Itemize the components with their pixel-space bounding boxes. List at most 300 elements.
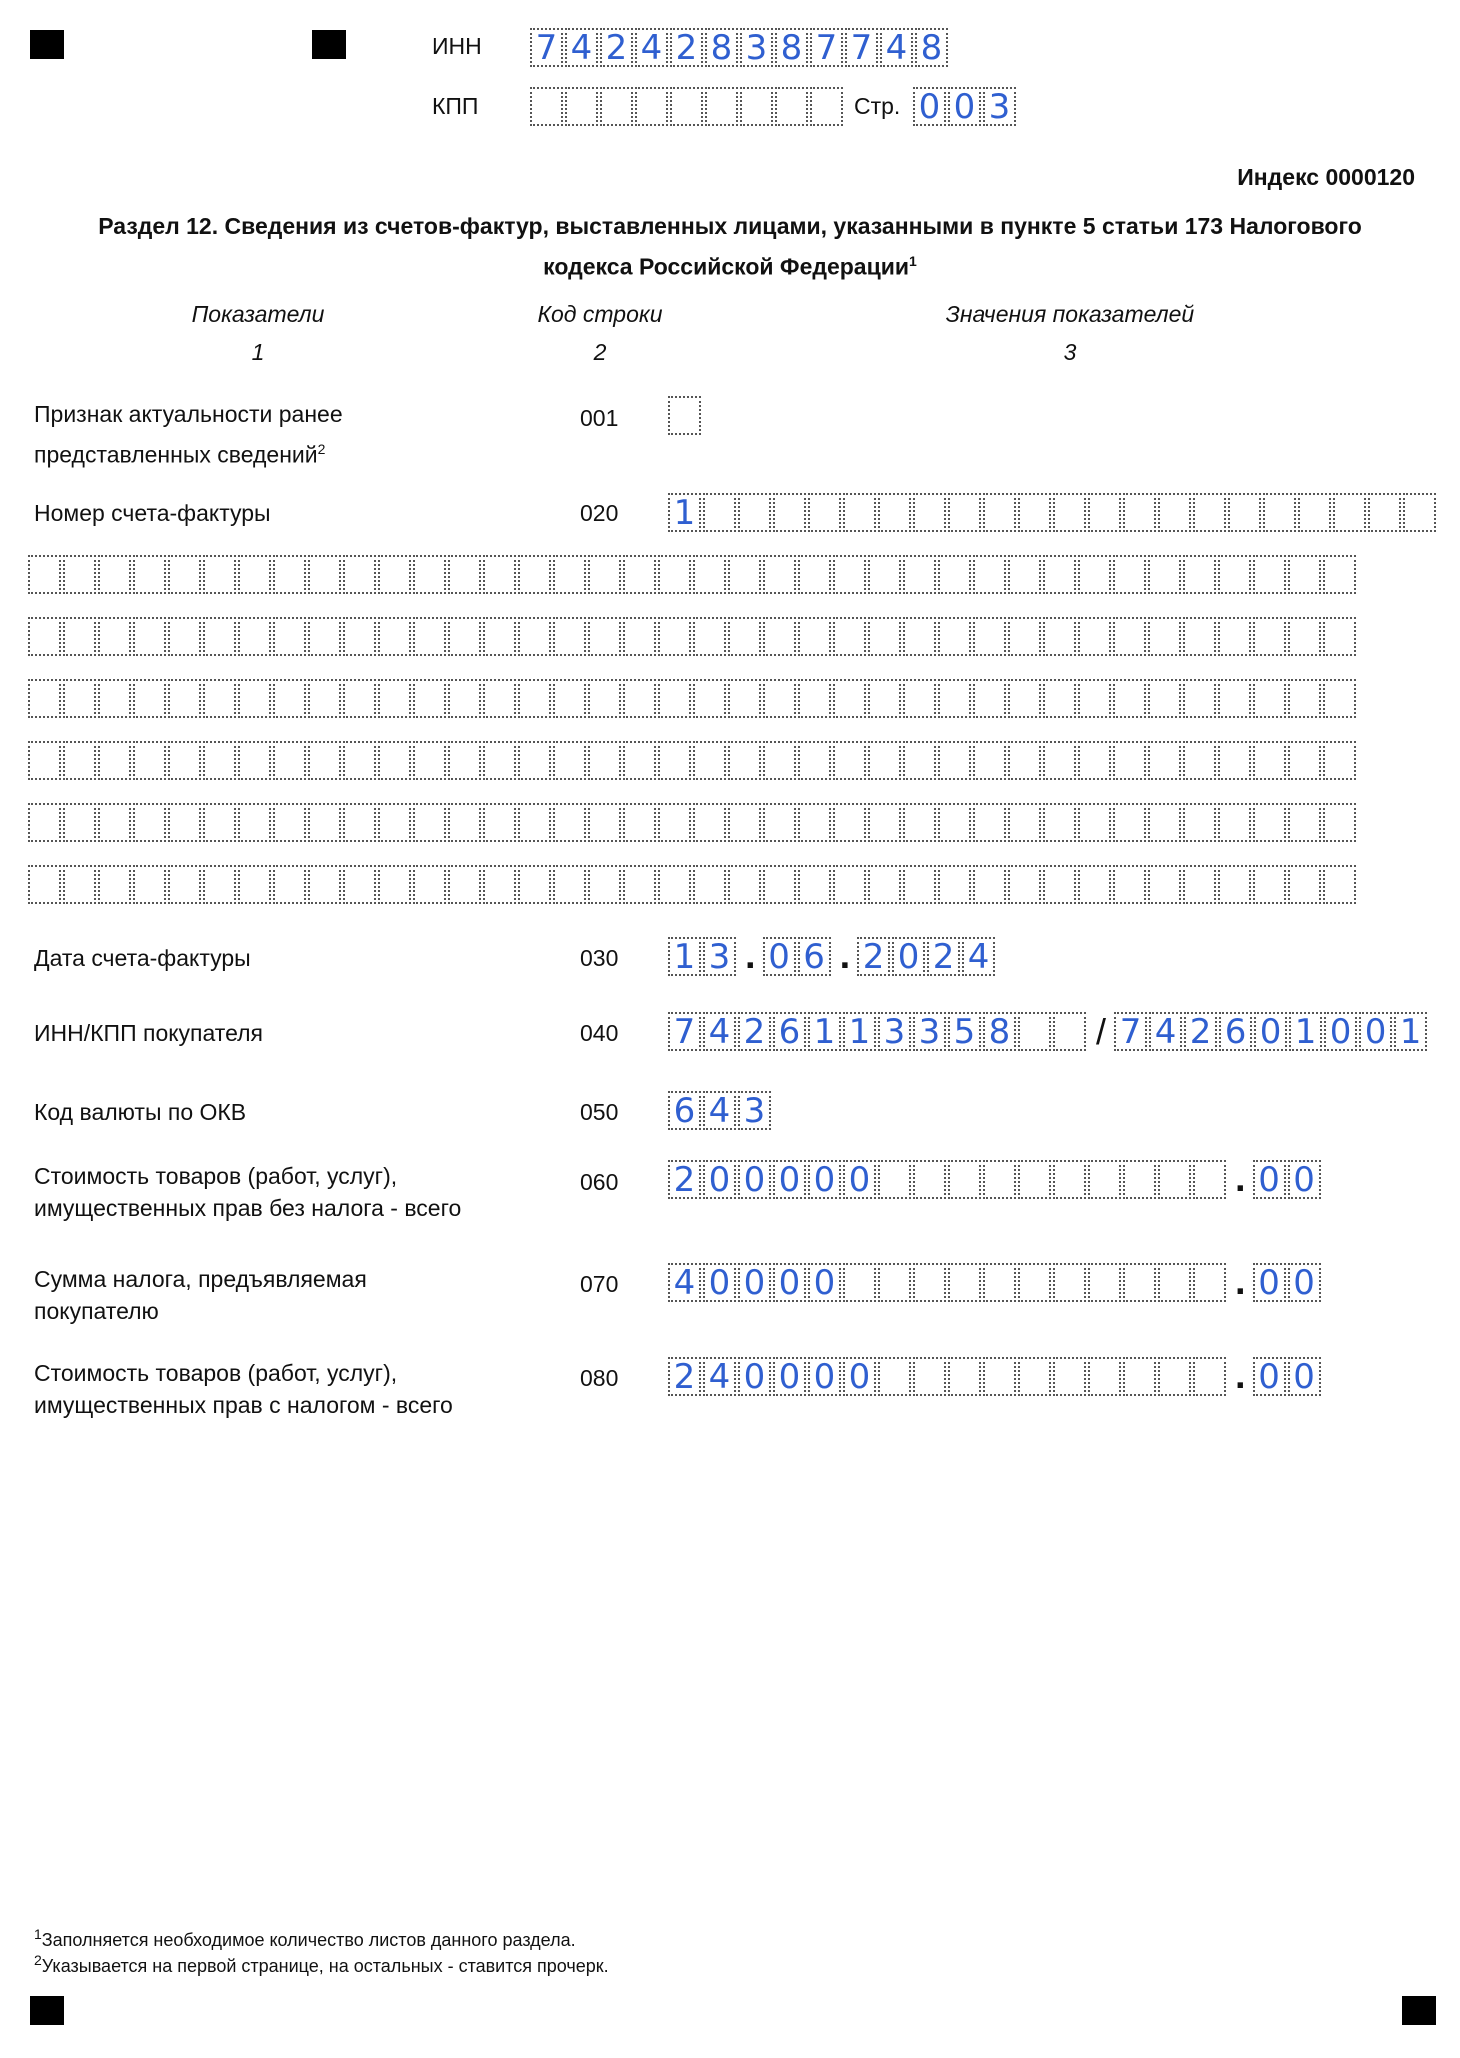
char-cell[interactable] [518,803,551,842]
char-cell[interactable] [413,803,446,842]
char-cell[interactable] [1008,555,1041,594]
char-cell[interactable]: 0 [703,1160,736,1199]
kpp-field[interactable] [530,87,845,126]
char-cell[interactable] [693,803,726,842]
char-cell[interactable]: 0 [1253,1263,1286,1302]
char-cell[interactable]: 3 [878,1012,911,1051]
char-cell[interactable]: 8 [705,28,738,67]
char-cell[interactable] [133,803,166,842]
char-cell[interactable] [413,865,446,904]
char-cell[interactable] [448,679,481,718]
char-cell[interactable]: 0 [843,1160,876,1199]
char-cell[interactable] [448,617,481,656]
char-cell[interactable] [1218,803,1251,842]
char-cell[interactable]: 4 [703,1012,736,1051]
char-cell[interactable] [670,87,703,126]
char-cell[interactable] [413,679,446,718]
char-cell[interactable]: 0 [703,1263,736,1302]
char-cell[interactable]: 0 [773,1263,806,1302]
char-cell[interactable] [798,679,831,718]
char-cell[interactable] [343,865,376,904]
char-cell[interactable]: 0 [948,87,981,126]
char-cell[interactable] [483,679,516,718]
char-cell[interactable] [623,617,656,656]
char-cell[interactable] [1113,679,1146,718]
char-cell[interactable] [693,865,726,904]
char-cell[interactable] [658,741,691,780]
char-cell[interactable]: 2 [668,1160,701,1199]
char-cell[interactable] [878,1263,911,1302]
char-cell[interactable]: 1 [668,493,701,532]
char-cell[interactable] [308,617,341,656]
char-cell[interactable]: 1 [843,1012,876,1051]
char-cell[interactable] [133,617,166,656]
char-cell[interactable] [635,87,668,126]
char-cell[interactable] [703,493,736,532]
char-cell[interactable]: 7 [668,1012,701,1051]
char-cell[interactable] [343,803,376,842]
char-cell[interactable] [973,803,1006,842]
inn-field[interactable] [530,28,950,67]
char-cell[interactable] [1078,865,1111,904]
char-cell[interactable] [1148,679,1181,718]
char-cell[interactable] [728,741,761,780]
char-cell[interactable] [1183,741,1216,780]
char-cell[interactable]: 6 [773,1012,806,1051]
char-cell[interactable]: 0 [1359,1012,1392,1051]
char-cell[interactable] [728,555,761,594]
char-cell[interactable]: 6 [668,1091,701,1130]
char-cell[interactable] [658,803,691,842]
char-cell[interactable] [518,555,551,594]
char-cell[interactable] [308,679,341,718]
amount-integer[interactable] [668,1357,1228,1396]
char-cell[interactable] [28,617,61,656]
char-cell[interactable] [868,803,901,842]
char-cell[interactable] [273,865,306,904]
char-cell[interactable] [1183,679,1216,718]
char-cell[interactable] [728,617,761,656]
char-cell[interactable] [203,803,236,842]
char-cell[interactable] [518,865,551,904]
row-080-amount-with-tax-field[interactable] [668,1357,1323,1396]
char-cell[interactable] [1078,803,1111,842]
char-cell[interactable] [483,865,516,904]
char-cell[interactable] [98,555,131,594]
char-cell[interactable]: 7 [530,28,563,67]
char-cell[interactable]: 0 [808,1263,841,1302]
char-cell[interactable] [588,741,621,780]
char-cell[interactable] [728,865,761,904]
char-cell[interactable] [810,87,843,126]
char-cell[interactable] [1123,1263,1156,1302]
char-cell[interactable] [798,865,831,904]
char-cell[interactable] [763,803,796,842]
char-cell[interactable] [763,679,796,718]
char-cell[interactable] [413,555,446,594]
char-cell[interactable] [1288,865,1321,904]
char-cell[interactable] [273,679,306,718]
char-cell[interactable] [63,679,96,718]
char-cell[interactable] [983,1160,1016,1199]
char-cell[interactable]: 2 [738,1012,771,1051]
char-cell[interactable] [798,803,831,842]
char-cell[interactable] [1193,1160,1226,1199]
char-cell[interactable] [203,555,236,594]
char-cell[interactable] [483,803,516,842]
char-cell[interactable]: 4 [703,1357,736,1396]
char-cell[interactable] [623,865,656,904]
char-cell[interactable]: 8 [983,1012,1016,1051]
char-cell[interactable] [203,679,236,718]
char-cell[interactable] [1148,865,1181,904]
char-cell[interactable] [948,493,981,532]
char-cell[interactable]: 0 [738,1357,771,1396]
char-cell[interactable] [1053,1160,1086,1199]
char-cell[interactable] [668,396,701,435]
char-cell[interactable]: 0 [1253,1357,1286,1396]
char-cell[interactable] [1008,679,1041,718]
char-cell[interactable] [238,865,271,904]
char-cell[interactable] [1323,617,1356,656]
char-cell[interactable] [938,555,971,594]
row-050-currency-code-field[interactable] [668,1091,773,1130]
char-cell[interactable]: 2 [600,28,633,67]
char-cell[interactable] [1218,617,1251,656]
char-cell[interactable]: 8 [775,28,808,67]
char-cell[interactable] [1333,493,1366,532]
char-cell[interactable] [1253,803,1286,842]
buyer-inn[interactable] [668,1012,1088,1051]
char-cell[interactable]: 2 [668,1357,701,1396]
char-cell[interactable] [1218,679,1251,718]
char-cell[interactable] [1078,617,1111,656]
char-cell[interactable] [913,1160,946,1199]
char-cell[interactable]: 2 [857,937,890,976]
char-cell[interactable] [1078,679,1111,718]
char-cell[interactable] [693,679,726,718]
char-cell[interactable] [238,741,271,780]
char-cell[interactable] [1008,803,1041,842]
char-cell[interactable] [1288,617,1321,656]
char-cell[interactable] [658,679,691,718]
char-cell[interactable] [1148,555,1181,594]
char-cell[interactable] [798,617,831,656]
amount-integer[interactable] [668,1263,1228,1302]
char-cell[interactable] [448,741,481,780]
row-070-tax-amount-field[interactable] [668,1263,1323,1302]
char-cell[interactable] [1253,865,1286,904]
invoice-number-continuation-row[interactable] [28,617,1358,656]
amount-fraction[interactable] [1253,1263,1323,1302]
char-cell[interactable] [1253,679,1286,718]
char-cell[interactable]: 0 [808,1357,841,1396]
char-cell[interactable] [1088,1263,1121,1302]
char-cell[interactable] [553,555,586,594]
char-cell[interactable]: 0 [843,1357,876,1396]
date-month[interactable] [763,937,833,976]
char-cell[interactable] [728,803,761,842]
char-cell[interactable] [343,555,376,594]
char-cell[interactable]: 0 [738,1263,771,1302]
char-cell[interactable] [705,87,738,126]
char-cell[interactable] [938,865,971,904]
char-cell[interactable] [693,741,726,780]
char-cell[interactable] [168,741,201,780]
char-cell[interactable] [28,741,61,780]
char-cell[interactable]: 4 [880,28,913,67]
char-cell[interactable] [973,617,1006,656]
row-020-invoice-number-field[interactable] [668,493,1438,532]
char-cell[interactable] [1193,1263,1226,1302]
char-cell[interactable] [1113,555,1146,594]
char-cell[interactable] [658,865,691,904]
char-cell[interactable]: 4 [1149,1012,1182,1051]
char-cell[interactable]: 6 [1219,1012,1252,1051]
char-cell[interactable] [133,679,166,718]
char-cell[interactable]: 4 [668,1263,701,1302]
char-cell[interactable] [728,679,761,718]
char-cell[interactable] [168,617,201,656]
char-cell[interactable]: 0 [763,937,796,976]
char-cell[interactable]: 0 [913,87,946,126]
char-cell[interactable] [308,803,341,842]
char-cell[interactable] [448,865,481,904]
char-cell[interactable]: 7 [1114,1012,1147,1051]
char-cell[interactable] [903,803,936,842]
char-cell[interactable] [1043,679,1076,718]
char-cell[interactable] [1113,865,1146,904]
char-cell[interactable] [483,555,516,594]
char-cell[interactable]: 3 [703,937,736,976]
char-cell[interactable] [913,1357,946,1396]
char-cell[interactable]: 0 [1288,1357,1321,1396]
char-cell[interactable]: 4 [962,937,995,976]
char-cell[interactable] [808,493,841,532]
char-cell[interactable] [868,679,901,718]
char-cell[interactable] [203,865,236,904]
char-cell[interactable] [763,865,796,904]
invoice-number-continuation-row[interactable] [28,803,1358,842]
char-cell[interactable] [1218,741,1251,780]
char-cell[interactable] [1263,493,1296,532]
char-cell[interactable] [98,865,131,904]
char-cell[interactable] [1148,617,1181,656]
char-cell[interactable] [483,741,516,780]
char-cell[interactable]: 0 [1254,1012,1287,1051]
date-year[interactable] [857,937,997,976]
char-cell[interactable] [1323,803,1356,842]
char-cell[interactable]: 1 [668,937,701,976]
char-cell[interactable] [1368,493,1401,532]
char-cell[interactable] [1053,1357,1086,1396]
char-cell[interactable]: 6 [798,937,831,976]
char-cell[interactable] [588,617,621,656]
char-cell[interactable] [1253,555,1286,594]
char-cell[interactable] [1288,679,1321,718]
char-cell[interactable]: 0 [773,1160,806,1199]
char-cell[interactable] [623,803,656,842]
char-cell[interactable] [623,679,656,718]
char-cell[interactable] [63,555,96,594]
char-cell[interactable] [378,803,411,842]
char-cell[interactable] [1078,741,1111,780]
char-cell[interactable] [833,803,866,842]
char-cell[interactable] [308,865,341,904]
char-cell[interactable] [903,617,936,656]
char-cell[interactable] [133,865,166,904]
char-cell[interactable] [1123,1357,1156,1396]
char-cell[interactable]: 5 [948,1012,981,1051]
char-cell[interactable] [1113,803,1146,842]
char-cell[interactable] [273,803,306,842]
invoice-number-continuation-row[interactable] [28,679,1358,718]
char-cell[interactable] [133,555,166,594]
char-cell[interactable]: 3 [983,87,1016,126]
char-cell[interactable] [1158,1357,1191,1396]
char-cell[interactable] [1088,1160,1121,1199]
char-cell[interactable] [600,87,633,126]
char-cell[interactable]: 0 [1288,1263,1321,1302]
char-cell[interactable] [1053,1012,1086,1051]
char-cell[interactable] [623,741,656,780]
char-cell[interactable] [693,617,726,656]
char-cell[interactable] [63,741,96,780]
char-cell[interactable] [1403,493,1436,532]
char-cell[interactable]: 4 [635,28,668,67]
char-cell[interactable] [938,679,971,718]
char-cell[interactable] [1018,1160,1051,1199]
char-cell[interactable] [1288,741,1321,780]
char-cell[interactable] [1183,803,1216,842]
char-cell[interactable] [518,741,551,780]
char-cell[interactable] [203,741,236,780]
char-cell[interactable] [623,555,656,594]
char-cell[interactable] [1158,493,1191,532]
char-cell[interactable] [1043,741,1076,780]
char-cell[interactable] [203,617,236,656]
char-cell[interactable] [378,555,411,594]
char-cell[interactable] [238,617,271,656]
char-cell[interactable] [833,741,866,780]
char-cell[interactable] [843,1263,876,1302]
char-cell[interactable] [238,679,271,718]
char-cell[interactable] [1078,555,1111,594]
char-cell[interactable] [658,555,691,594]
char-cell[interactable] [1088,493,1121,532]
char-cell[interactable] [530,87,563,126]
char-cell[interactable] [1288,555,1321,594]
char-cell[interactable] [973,741,1006,780]
char-cell[interactable]: 8 [915,28,948,67]
char-cell[interactable] [1148,803,1181,842]
date-day[interactable] [668,937,738,976]
char-cell[interactable] [168,679,201,718]
char-cell[interactable] [1183,865,1216,904]
char-cell[interactable]: 3 [913,1012,946,1051]
char-cell[interactable] [553,617,586,656]
char-cell[interactable] [833,617,866,656]
char-cell[interactable] [553,803,586,842]
char-cell[interactable] [1158,1160,1191,1199]
char-cell[interactable] [903,555,936,594]
char-cell[interactable] [1183,555,1216,594]
char-cell[interactable] [1158,1263,1191,1302]
char-cell[interactable]: 7 [810,28,843,67]
char-cell[interactable] [1218,555,1251,594]
char-cell[interactable]: 2 [670,28,703,67]
char-cell[interactable] [1043,555,1076,594]
char-cell[interactable] [273,617,306,656]
char-cell[interactable] [588,803,621,842]
char-cell[interactable] [973,679,1006,718]
char-cell[interactable] [273,555,306,594]
char-cell[interactable] [833,865,866,904]
char-cell[interactable]: 1 [1289,1012,1322,1051]
char-cell[interactable] [1088,1357,1121,1396]
char-cell[interactable] [868,865,901,904]
row-001-actuality-field[interactable] [668,396,703,435]
char-cell[interactable] [238,555,271,594]
char-cell[interactable] [28,679,61,718]
char-cell[interactable]: 1 [1394,1012,1427,1051]
char-cell[interactable] [168,865,201,904]
buyer-kpp[interactable] [1114,1012,1429,1051]
char-cell[interactable] [773,493,806,532]
char-cell[interactable] [1018,1263,1051,1302]
char-cell[interactable] [763,555,796,594]
char-cell[interactable] [948,1160,981,1199]
char-cell[interactable] [1183,617,1216,656]
char-cell[interactable] [1113,741,1146,780]
char-cell[interactable] [63,803,96,842]
char-cell[interactable] [63,617,96,656]
char-cell[interactable] [1253,741,1286,780]
char-cell[interactable]: 2 [1184,1012,1217,1051]
char-cell[interactable] [553,865,586,904]
char-cell[interactable] [588,555,621,594]
char-cell[interactable] [1043,803,1076,842]
char-cell[interactable] [658,617,691,656]
char-cell[interactable]: 7 [845,28,878,67]
char-cell[interactable] [518,679,551,718]
char-cell[interactable] [1123,1160,1156,1199]
invoice-number-continuation-row[interactable] [28,555,1358,594]
char-cell[interactable]: 4 [565,28,598,67]
row-030-invoice-date-field[interactable] [668,937,997,976]
char-cell[interactable] [775,87,808,126]
char-cell[interactable] [588,679,621,718]
char-cell[interactable] [448,555,481,594]
char-cell[interactable] [1008,741,1041,780]
char-cell[interactable] [308,741,341,780]
char-cell[interactable] [1018,1012,1051,1051]
char-cell[interactable] [28,803,61,842]
char-cell[interactable] [763,617,796,656]
row-040-buyer-inn-kpp-field[interactable] [668,1012,1429,1051]
char-cell[interactable] [1008,865,1041,904]
char-cell[interactable] [903,679,936,718]
invoice-number-continuation-row[interactable] [28,741,1358,780]
char-cell[interactable]: 3 [738,1091,771,1130]
char-cell[interactable]: 2 [927,937,960,976]
char-cell[interactable] [553,741,586,780]
char-cell[interactable] [1018,493,1051,532]
char-cell[interactable] [98,679,131,718]
char-cell[interactable] [903,741,936,780]
char-cell[interactable]: 1 [808,1012,841,1051]
char-cell[interactable] [98,803,131,842]
